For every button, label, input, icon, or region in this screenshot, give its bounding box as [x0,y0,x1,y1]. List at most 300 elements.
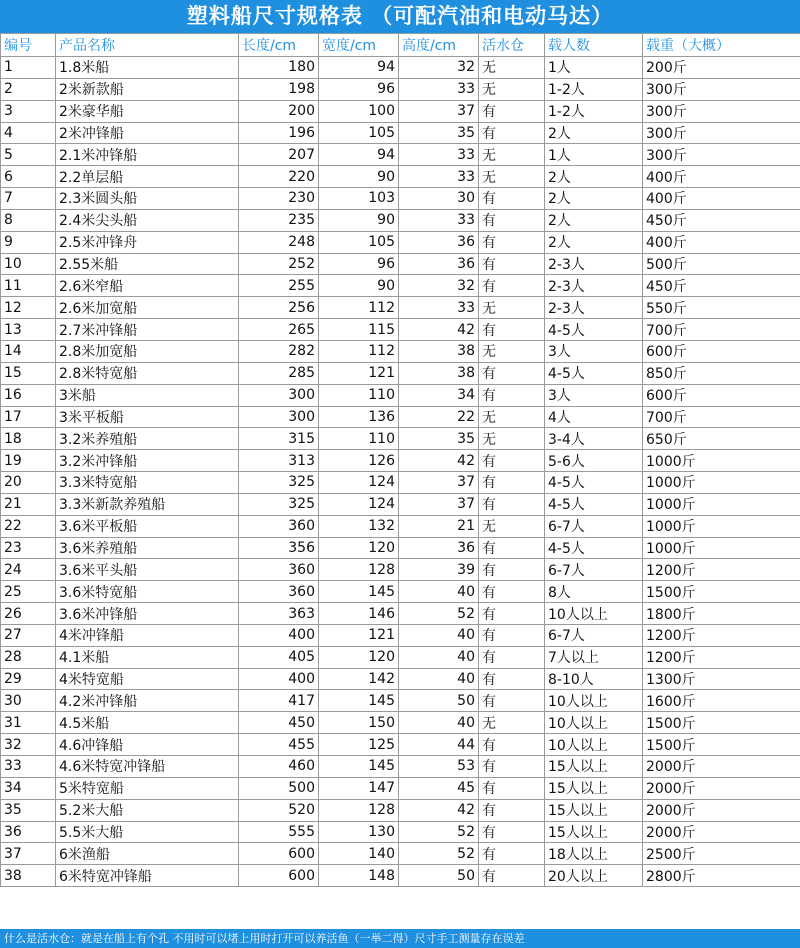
header-live-well: 活水仓 [479,34,545,57]
cell-width: 120 [319,646,399,668]
cell-length: 300 [239,384,319,406]
table-row [1,78,800,100]
cell-length: 400 [239,624,319,646]
cell-capacity: 4-5人 [545,493,643,515]
cell-height: 22 [399,406,479,428]
cell-length: 196 [239,122,319,144]
cell-height: 30 [399,188,479,210]
cell-width: 132 [319,515,399,537]
cell-load: 1500斤 [643,734,800,756]
cell-capacity: 20人以上 [545,865,643,887]
cell-length: 417 [239,690,319,712]
cell-load: 550斤 [643,297,800,319]
cell-height: 36 [399,253,479,275]
cell-capacity: 10人以上 [545,690,643,712]
cell-capacity: 4-5人 [545,537,643,559]
cell-product-name: 5.5米大船 [56,821,239,843]
cell-row-id: 25 [1,581,56,603]
cell-live-well: 有 [479,734,545,756]
cell-row-id: 12 [1,297,56,319]
cell-load: 1200斤 [643,646,800,668]
cell-capacity: 7人以上 [545,646,643,668]
cell-capacity: 2人 [545,188,643,210]
cell-width: 145 [319,581,399,603]
cell-height: 53 [399,756,479,778]
cell-product-name: 2.6米加宽船 [56,297,239,319]
cell-width: 147 [319,777,399,799]
cell-width: 90 [319,275,399,297]
cell-capacity: 8人 [545,581,643,603]
cell-length: 265 [239,319,319,341]
cell-length: 248 [239,231,319,253]
cell-height: 37 [399,100,479,122]
page-title: 塑料船尺寸规格表 （可配汽油和电动马达） [0,0,800,33]
cell-length: 252 [239,253,319,275]
cell-live-well: 有 [479,646,545,668]
cell-width: 103 [319,188,399,210]
cell-width: 96 [319,78,399,100]
cell-height: 38 [399,362,479,384]
cell-product-name: 4.1米船 [56,646,239,668]
table-row [1,144,800,166]
table-row [1,668,800,690]
table-row [1,166,800,188]
cell-capacity: 10人以上 [545,603,643,625]
cell-length: 600 [239,865,319,887]
cell-capacity: 18人以上 [545,843,643,865]
cell-height: 32 [399,275,479,297]
cell-live-well: 有 [479,537,545,559]
cell-load: 450斤 [643,209,800,231]
cell-width: 145 [319,690,399,712]
cell-capacity: 2人 [545,231,643,253]
cell-product-name: 2.4米尖头船 [56,209,239,231]
cell-product-name: 4米冲锋船 [56,624,239,646]
table-row [1,428,800,450]
cell-capacity: 3人 [545,384,643,406]
cell-length: 325 [239,493,319,515]
cell-row-id: 10 [1,253,56,275]
cell-width: 105 [319,231,399,253]
cell-capacity: 15人以上 [545,799,643,821]
cell-length: 313 [239,450,319,472]
cell-length: 520 [239,799,319,821]
cell-width: 136 [319,406,399,428]
cell-width: 128 [319,559,399,581]
cell-load: 200斤 [643,57,800,79]
cell-product-name: 3.3米特宽船 [56,472,239,494]
cell-live-well: 有 [479,122,545,144]
cell-row-id: 16 [1,384,56,406]
cell-capacity: 1-2人 [545,78,643,100]
header-capacity: 载人数 [545,34,643,57]
cell-live-well: 有 [479,843,545,865]
cell-length: 300 [239,406,319,428]
cell-height: 32 [399,57,479,79]
cell-height: 36 [399,537,479,559]
cell-product-name: 5米特宽船 [56,777,239,799]
cell-capacity: 2人 [545,209,643,231]
table-row [1,603,800,625]
cell-load: 450斤 [643,275,800,297]
cell-load: 700斤 [643,319,800,341]
cell-capacity: 15人以上 [545,756,643,778]
table-row [1,319,800,341]
table-row [1,624,800,646]
cell-length: 230 [239,188,319,210]
cell-height: 37 [399,472,479,494]
cell-capacity: 6-7人 [545,624,643,646]
cell-length: 207 [239,144,319,166]
cell-load: 1000斤 [643,537,800,559]
table-row [1,581,800,603]
cell-product-name: 2.5米冲锋舟 [56,231,239,253]
table-row [1,188,800,210]
cell-row-id: 4 [1,122,56,144]
header-load: 载重（大概） [643,34,800,57]
cell-row-id: 6 [1,166,56,188]
cell-capacity: 4-5人 [545,319,643,341]
cell-load: 400斤 [643,166,800,188]
cell-live-well: 无 [479,406,545,428]
cell-width: 110 [319,384,399,406]
header-length: 长度/cm [239,34,319,57]
cell-height: 33 [399,209,479,231]
cell-load: 1500斤 [643,712,800,734]
cell-live-well: 有 [479,603,545,625]
cell-width: 90 [319,166,399,188]
cell-width: 130 [319,821,399,843]
table-row [1,537,800,559]
cell-row-id: 19 [1,450,56,472]
cell-load: 1600斤 [643,690,800,712]
cell-capacity: 8-10人 [545,668,643,690]
cell-width: 120 [319,537,399,559]
cell-load: 2000斤 [643,777,800,799]
cell-width: 142 [319,668,399,690]
cell-live-well: 有 [479,559,545,581]
cell-load: 650斤 [643,428,800,450]
cell-live-well: 无 [479,166,545,188]
cell-live-well: 无 [479,428,545,450]
table-row [1,690,800,712]
table-row [1,646,800,668]
cell-capacity: 6-7人 [545,515,643,537]
table-row [1,843,800,865]
cell-load: 850斤 [643,362,800,384]
header-id: 编号 [1,34,56,57]
cell-live-well: 有 [479,690,545,712]
cell-length: 198 [239,78,319,100]
table-row [1,450,800,472]
cell-height: 50 [399,690,479,712]
cell-product-name: 4.6米特宽冲锋船 [56,756,239,778]
cell-height: 40 [399,646,479,668]
cell-length: 235 [239,209,319,231]
cell-capacity: 4人 [545,406,643,428]
cell-load: 400斤 [643,188,800,210]
cell-length: 180 [239,57,319,79]
cell-length: 255 [239,275,319,297]
cell-live-well: 无 [479,712,545,734]
cell-height: 42 [399,319,479,341]
table-row [1,712,800,734]
cell-length: 200 [239,100,319,122]
cell-height: 33 [399,166,479,188]
cell-length: 360 [239,581,319,603]
cell-live-well: 无 [479,78,545,100]
cell-length: 220 [239,166,319,188]
cell-length: 460 [239,756,319,778]
cell-load: 700斤 [643,406,800,428]
cell-product-name: 2.8米加宽船 [56,340,239,362]
table-row [1,734,800,756]
cell-load: 600斤 [643,340,800,362]
header-product-name: 产品名称 [56,34,239,57]
cell-capacity: 2人 [545,122,643,144]
cell-height: 40 [399,712,479,734]
cell-live-well: 无 [479,515,545,537]
cell-row-id: 11 [1,275,56,297]
cell-product-name: 3.2米养殖船 [56,428,239,450]
cell-length: 360 [239,515,319,537]
cell-live-well: 有 [479,668,545,690]
cell-width: 112 [319,340,399,362]
cell-width: 110 [319,428,399,450]
cell-width: 105 [319,122,399,144]
table-row [1,472,800,494]
cell-length: 363 [239,603,319,625]
cell-load: 2800斤 [643,865,800,887]
cell-live-well: 有 [479,821,545,843]
cell-product-name: 4.5米船 [56,712,239,734]
cell-row-id: 38 [1,865,56,887]
table-row [1,799,800,821]
cell-length: 405 [239,646,319,668]
cell-live-well: 有 [479,319,545,341]
cell-height: 42 [399,799,479,821]
cell-length: 500 [239,777,319,799]
cell-capacity: 6-7人 [545,559,643,581]
cell-length: 400 [239,668,319,690]
cell-row-id: 32 [1,734,56,756]
cell-capacity: 4-5人 [545,362,643,384]
cell-row-id: 13 [1,319,56,341]
cell-capacity: 2-3人 [545,253,643,275]
cell-capacity: 1-2人 [545,100,643,122]
cell-product-name: 4米特宽船 [56,668,239,690]
cell-height: 34 [399,384,479,406]
cell-row-id: 30 [1,690,56,712]
cell-width: 150 [319,712,399,734]
cell-width: 121 [319,624,399,646]
cell-product-name: 3.6米平板船 [56,515,239,537]
table-row [1,756,800,778]
cell-height: 21 [399,515,479,537]
cell-length: 356 [239,537,319,559]
cell-row-id: 18 [1,428,56,450]
cell-product-name: 2.3米圆头船 [56,188,239,210]
cell-product-name: 4.6冲锋船 [56,734,239,756]
cell-row-id: 21 [1,493,56,515]
cell-live-well: 有 [479,100,545,122]
table-row [1,493,800,515]
cell-height: 33 [399,297,479,319]
table-row [1,122,800,144]
cell-live-well: 有 [479,777,545,799]
cell-capacity: 10人以上 [545,712,643,734]
cell-height: 52 [399,843,479,865]
cell-capacity: 15人以上 [545,777,643,799]
cell-load: 1000斤 [643,493,800,515]
cell-row-id: 20 [1,472,56,494]
cell-capacity: 5-6人 [545,450,643,472]
cell-width: 140 [319,843,399,865]
table-row [1,515,800,537]
cell-capacity: 3-4人 [545,428,643,450]
cell-length: 555 [239,821,319,843]
cell-height: 44 [399,734,479,756]
cell-load: 1000斤 [643,450,800,472]
cell-live-well: 有 [479,472,545,494]
cell-capacity: 2人 [545,166,643,188]
cell-product-name: 3.6米平头船 [56,559,239,581]
cell-width: 145 [319,756,399,778]
cell-product-name: 2米新款船 [56,78,239,100]
cell-load: 1000斤 [643,472,800,494]
cell-product-name: 5.2米大船 [56,799,239,821]
cell-height: 36 [399,231,479,253]
cell-live-well: 有 [479,865,545,887]
cell-load: 600斤 [643,384,800,406]
cell-load: 500斤 [643,253,800,275]
table-header-row [1,34,800,57]
cell-live-well: 有 [479,450,545,472]
cell-width: 115 [319,319,399,341]
cell-capacity: 3人 [545,340,643,362]
cell-width: 90 [319,209,399,231]
cell-load: 400斤 [643,231,800,253]
cell-width: 100 [319,100,399,122]
cell-height: 39 [399,559,479,581]
cell-live-well: 有 [479,756,545,778]
cell-capacity: 10人以上 [545,734,643,756]
cell-live-well: 无 [479,340,545,362]
cell-row-id: 33 [1,756,56,778]
cell-product-name: 2米冲锋船 [56,122,239,144]
cell-row-id: 17 [1,406,56,428]
cell-load: 2500斤 [643,843,800,865]
cell-live-well: 无 [479,297,545,319]
cell-load: 300斤 [643,144,800,166]
cell-row-id: 14 [1,340,56,362]
cell-live-well: 有 [479,581,545,603]
table-row [1,57,800,79]
cell-live-well: 有 [479,799,545,821]
table-row [1,100,800,122]
cell-product-name: 3.6米冲锋船 [56,603,239,625]
cell-width: 126 [319,450,399,472]
cell-row-id: 22 [1,515,56,537]
cell-length: 600 [239,843,319,865]
cell-height: 35 [399,428,479,450]
table-row [1,340,800,362]
cell-product-name: 6米渔船 [56,843,239,865]
table-row [1,297,800,319]
cell-height: 50 [399,865,479,887]
cell-row-id: 24 [1,559,56,581]
cell-row-id: 7 [1,188,56,210]
spec-table [0,33,800,887]
cell-height: 40 [399,581,479,603]
cell-height: 33 [399,78,479,100]
cell-product-name: 2.6米窄船 [56,275,239,297]
cell-product-name: 3.6米养殖船 [56,537,239,559]
cell-width: 121 [319,362,399,384]
table-row [1,406,800,428]
footer-note: 什么是活水仓：就是在船上有个孔 不用时可以堵上用时打开可以养活鱼（一举二得）尺寸手工测量存在误差 [0,929,800,948]
cell-live-well: 有 [479,231,545,253]
cell-length: 450 [239,712,319,734]
table-row [1,231,800,253]
cell-product-name: 2.1米冲锋船 [56,144,239,166]
cell-live-well: 无 [479,57,545,79]
cell-load: 1200斤 [643,559,800,581]
cell-row-id: 2 [1,78,56,100]
table-body [1,57,800,887]
cell-product-name: 2米豪华船 [56,100,239,122]
cell-capacity: 1人 [545,144,643,166]
cell-width: 124 [319,472,399,494]
cell-capacity: 1人 [545,57,643,79]
cell-row-id: 15 [1,362,56,384]
cell-load: 1000斤 [643,515,800,537]
cell-row-id: 31 [1,712,56,734]
cell-row-id: 8 [1,209,56,231]
cell-product-name: 3.3米新款养殖船 [56,493,239,515]
cell-product-name: 2.2单层船 [56,166,239,188]
cell-load: 2000斤 [643,756,800,778]
cell-row-id: 9 [1,231,56,253]
cell-row-id: 29 [1,668,56,690]
cell-height: 33 [399,144,479,166]
cell-width: 96 [319,253,399,275]
cell-load: 1200斤 [643,624,800,646]
cell-row-id: 23 [1,537,56,559]
cell-row-id: 37 [1,843,56,865]
cell-load: 1500斤 [643,581,800,603]
header-height: 高度/cm [399,34,479,57]
cell-load: 300斤 [643,100,800,122]
cell-width: 94 [319,57,399,79]
cell-height: 38 [399,340,479,362]
cell-height: 40 [399,668,479,690]
table-row [1,209,800,231]
cell-length: 325 [239,472,319,494]
table-row [1,384,800,406]
cell-width: 94 [319,144,399,166]
cell-product-name: 3米平板船 [56,406,239,428]
cell-length: 256 [239,297,319,319]
cell-capacity: 2-3人 [545,275,643,297]
cell-row-id: 34 [1,777,56,799]
cell-live-well: 有 [479,362,545,384]
table-row [1,275,800,297]
cell-row-id: 3 [1,100,56,122]
cell-product-name: 6米特宽冲锋船 [56,865,239,887]
cell-width: 112 [319,297,399,319]
table-row [1,821,800,843]
